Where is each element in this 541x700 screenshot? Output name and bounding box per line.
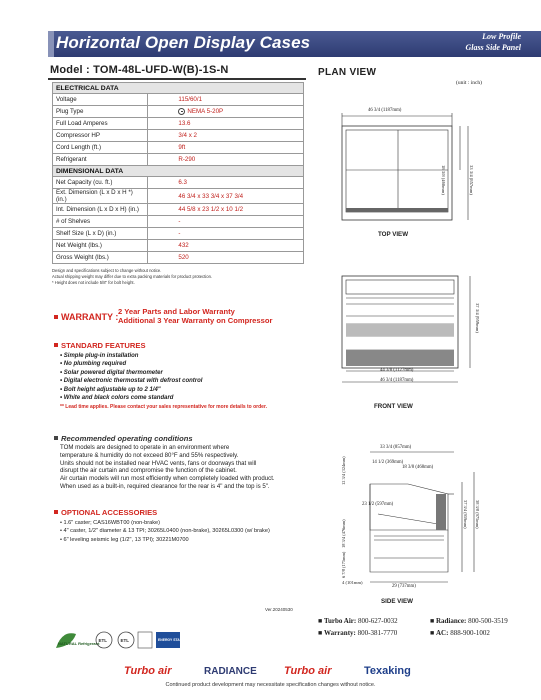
spec-value: 6.3 [148, 177, 304, 189]
contact-warranty: ■ Warranty: 800-381-7770 [318, 629, 398, 637]
spec-value: 13.6 [148, 118, 304, 130]
spec-row [53, 142, 304, 154]
top-depth-inner-dim: 18 3/8 (468mm) [441, 165, 446, 195]
side-height-inner-dim: 37 3/4 (959mm) [463, 500, 468, 529]
spec-label: Compressor HP [53, 130, 148, 142]
bullet-square [54, 343, 58, 347]
warranty-label-text: WARRANTY : [61, 312, 119, 322]
spec-label: Cord Length (ft.) [53, 142, 148, 154]
cert-icons [54, 628, 254, 652]
bullet-square [54, 436, 58, 440]
side-dim-f: 6 7/8 (175mm) [341, 551, 346, 578]
contact-label: Warranty: [323, 629, 356, 637]
spec-value: 3/4 x 2 [148, 130, 304, 142]
doe-icon [138, 632, 152, 648]
operating-line: Units should not be installed near HVAC vents, fans or doorways that will [60, 459, 257, 467]
spec-value: 44 5/8 x 23 1/2 x 10 1/2 [148, 204, 304, 216]
spec-label: Net Capacity (cu. ft.) [53, 177, 148, 189]
side-depth-dim: 33 3/4 (857mm) [380, 445, 412, 450]
spec-row [53, 94, 304, 106]
contact-number: 800-627-0032 [357, 617, 398, 625]
spec-section-title: DIMENSIONAL DATA [53, 166, 304, 177]
spec-label: # of Shelves [53, 216, 148, 228]
feature-item: • Digital electronic thermostat with defrost control [60, 377, 202, 385]
spec-row [53, 228, 304, 240]
spec-row [53, 106, 304, 118]
model-name: Model : TOM-48L-UFD-W(B)-1S-N [50, 64, 229, 76]
spec-label: Refrigerant [53, 154, 148, 166]
side-view-label: SIDE VIEW [381, 598, 413, 605]
contact-label: Radiance: [435, 617, 467, 625]
brand-turbo-air-1: Turbo air [124, 665, 172, 677]
feature-item: • Bolt height adjustable up to 2 1/4" [60, 386, 202, 394]
plan-view-title: PLAN VIEW [318, 67, 377, 78]
spec-label: Plug Type [53, 106, 148, 118]
accessories-heading [54, 508, 157, 517]
etl-text-2: ETL [120, 638, 129, 643]
spec-value: 520 [148, 252, 304, 264]
side-dim-h: 29 (737mm) [392, 584, 416, 589]
plug-type-value: NEMA 5-20P [187, 108, 224, 116]
top-view-label: TOP VIEW [378, 231, 409, 238]
spec-label: Voltage [53, 94, 148, 106]
spec-row [53, 204, 304, 216]
etl-text-1: ETL [98, 638, 107, 643]
brand-icons [120, 662, 450, 678]
spec-row [53, 216, 304, 228]
contact-number: 800-500-3519 [468, 617, 508, 625]
spec-value: - [148, 216, 304, 228]
contacts-left [318, 615, 398, 639]
accessories-title: OPTIONAL ACCESSORIES [61, 508, 158, 517]
side-dim-c: 12 3/4 (324mm) [341, 456, 346, 485]
front-view-label: FRONT VIEW [374, 403, 413, 410]
bullet-square [54, 510, 58, 514]
spec-row [53, 177, 304, 189]
spec-label: Gross Weight (lbs.) [53, 252, 148, 264]
spec-row [53, 189, 304, 204]
front-height-dim: 37 3/4 (959mm) [475, 303, 480, 333]
warranty-label [54, 312, 118, 322]
brand-logos [120, 662, 450, 678]
accessory-item: • 1.6" caster; CAS16WBT00 (non-brake) [60, 519, 270, 527]
accessories-list [60, 519, 270, 544]
model-underline [48, 78, 306, 80]
lead-time-note: ** Lead time applies. Please contact your sales representative for more details to order. [60, 404, 268, 410]
contact-label: AC: [435, 629, 449, 637]
fine-print-1: Design and specifications subject to change without notice. [52, 268, 162, 273]
top-view-drawing [320, 108, 470, 230]
warranty-text [118, 307, 272, 325]
spec-value: R-290 [148, 154, 304, 166]
spec-label: Ext. Dimension (L x D x H *) (in.) [53, 189, 148, 204]
energy-star-text: ENERGY STAR [158, 638, 183, 642]
warranty-line-1: 2 Year Parts and Labor Warranty [118, 307, 235, 316]
contacts-right [430, 615, 508, 639]
standard-features-list [60, 352, 202, 402]
spec-value: - [148, 228, 304, 240]
accessory-item: • 6" leveling seismic leg (1/2", 13 TPI); 30221M0700 [60, 536, 270, 544]
subtitle-line-1: Low Profile [482, 32, 521, 41]
spec-row [53, 130, 304, 142]
feature-item: • Simple plug-in installation [60, 352, 202, 360]
spec-value [148, 106, 304, 118]
contact-radiance: ■ Radiance: 800-500-3519 [430, 617, 508, 625]
natural-refrigerant-text: NATURAL Refrigerant [58, 641, 100, 646]
spec-section-title: ELECTRICAL DATA [53, 83, 304, 94]
unit-label: (unit : inch) [456, 80, 482, 86]
fine-print-2: Actual shipping weight may differ due to extra packing materials for product protection. [52, 274, 213, 279]
spec-row [53, 252, 304, 264]
operating-line: When used as a built-in, required clearance for the rear is 4" and the top is 5". [60, 482, 270, 490]
spec-section-header [53, 83, 304, 94]
version-label: Ver.20240530 [265, 607, 293, 612]
operating-heading [54, 434, 193, 443]
feature-item: • Solar powered digital thermometer [60, 369, 202, 377]
accessory-item: • 4" caster, 1/2" diameter & 13 TPI; 30265L0400 (non-brake), 30265L0300 (w/ brake) [60, 527, 270, 535]
side-height-outer-dim: 38 3/8 (975mm) [475, 500, 480, 529]
operating-title: Recommended operating conditions [61, 434, 193, 443]
spec-value: 432 [148, 240, 304, 252]
front-outer-width-dim: 46 3/4 (1187mm) [380, 378, 414, 383]
contact-ac: ■ AC: 888-900-1002 [430, 629, 490, 637]
spec-label: Net Weight (lbs.) [53, 240, 148, 252]
side-dim-a: 14 1/2 (369mm) [372, 460, 404, 465]
page-title: Horizontal Open Display Cases [56, 33, 311, 52]
front-inner-width-dim: 44 3/8 (1127mm) [380, 368, 414, 373]
side-dim-g: 4 (101mm) [342, 580, 363, 585]
standard-features-title: STANDARD FEATURES [61, 341, 146, 350]
spec-label: Full Load Amperes [53, 118, 148, 130]
footnote: Continued product development may necessitate specification changes without notice. [165, 682, 376, 688]
bullet-square [54, 315, 58, 319]
feature-item: • White and black colors come standard [60, 394, 202, 402]
operating-text [60, 444, 310, 491]
operating-line: temperature & humidity do not exceed 80°F and 55% respectively. [60, 451, 239, 459]
top-width-dim: 46 3/4 (1187mm) [368, 108, 402, 113]
feature-item: • No plumbing required [60, 360, 202, 368]
contact-number: 800-381-7770 [357, 629, 398, 637]
plug-icon [178, 108, 185, 115]
contact-turbo-air: ■ Turbo Air: 800-627-0032 [318, 617, 398, 625]
top-depth-outer-dim: 33 3/4 (857mm) [469, 165, 474, 195]
warranty-line-2: Additional 3 Year Warranty on Compressor [118, 316, 273, 325]
brand-radiance: RADIANCE [204, 666, 257, 677]
brand-turbo-air-2: Turbo air [284, 665, 332, 677]
header-subtitle [465, 31, 521, 53]
subtitle-line-2: Glass Side Panel [465, 43, 521, 52]
certification-logos [54, 628, 254, 652]
operating-line: TOM models are designed to operate in an environment where [60, 444, 230, 451]
contact-number: 888-900-1002 [450, 629, 490, 637]
spec-row [53, 118, 304, 130]
spec-section-header [53, 166, 304, 177]
side-dim-e: 18 3/4 (476mm) [341, 519, 346, 548]
operating-line: Air curtain models will run most efficiently when completely loaded with product. [60, 475, 275, 483]
fine-print-3: * Height does not include 5/8" for bolt height. [52, 280, 135, 285]
spec-label: Shelf Size (L x D) (in.) [53, 228, 148, 240]
spec-row [53, 240, 304, 252]
standard-features-heading [54, 341, 146, 350]
spec-value: 9ft [148, 142, 304, 154]
spec-row [53, 154, 304, 166]
spec-table [52, 82, 304, 264]
spec-value: 46 3/4 x 33 3/4 x 37 3/4 [148, 189, 304, 204]
brand-texaking: Texaking [364, 665, 411, 677]
spec-value: 115/60/1 [148, 94, 304, 106]
contact-label: Turbo Air: [323, 617, 357, 625]
side-dim-d: 23 1/2 (597mm) [362, 502, 394, 507]
operating-line: disrupt the air curtain and compromise the function of the cabinet. [60, 467, 237, 475]
page-header [0, 0, 541, 58]
side-dim-b: 18 3/8 (468mm) [402, 465, 434, 470]
spec-label: Int. Dimension (L x D x H) (in.) [53, 204, 148, 216]
